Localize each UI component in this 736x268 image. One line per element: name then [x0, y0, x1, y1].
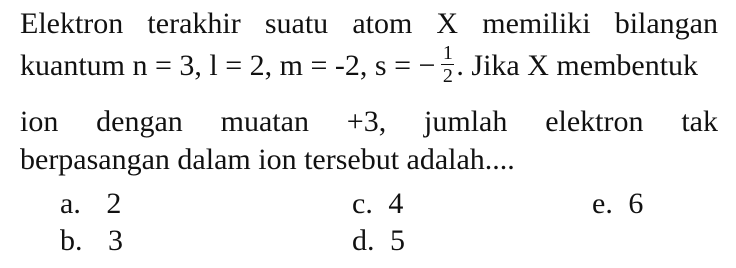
question-line-1: Elektron terakhir suatu atom X memiliki bilangan [20, 7, 718, 40]
option-d-letter: d. [352, 224, 375, 257]
option-d-value: 5 [390, 224, 405, 257]
option-c-letter: c. [352, 187, 373, 220]
option-c[interactable] [352, 187, 403, 221]
question-line-2-suffix: . Jika X membentuk [456, 49, 699, 82]
option-b-value: 3 [108, 224, 123, 257]
question-line-4: berpasangan dalam ion tersebut adalah.... [20, 143, 515, 176]
spin-fraction [441, 43, 454, 86]
option-e-value: 6 [628, 187, 644, 220]
option-b[interactable] [60, 224, 123, 258]
option-d[interactable] [352, 224, 405, 258]
quantum-numbers-text: kuantum n = 3, l = 2, m = -2, s = − [20, 49, 436, 82]
question-line-3: ion dengan muatan +3, jumlah elektron tak [20, 105, 718, 138]
fraction-numerator: 1 [442, 41, 453, 64]
option-c-value: 4 [388, 187, 404, 220]
question-line-2 [20, 41, 718, 87]
option-e-letter: e. [592, 187, 613, 220]
option-b-letter: b. [60, 224, 83, 257]
option-e[interactable] [592, 187, 643, 221]
option-a[interactable] [60, 187, 121, 221]
fraction-denominator: 2 [442, 64, 453, 87]
option-a-value: 2 [106, 187, 122, 220]
option-a-letter: a. [60, 187, 81, 220]
